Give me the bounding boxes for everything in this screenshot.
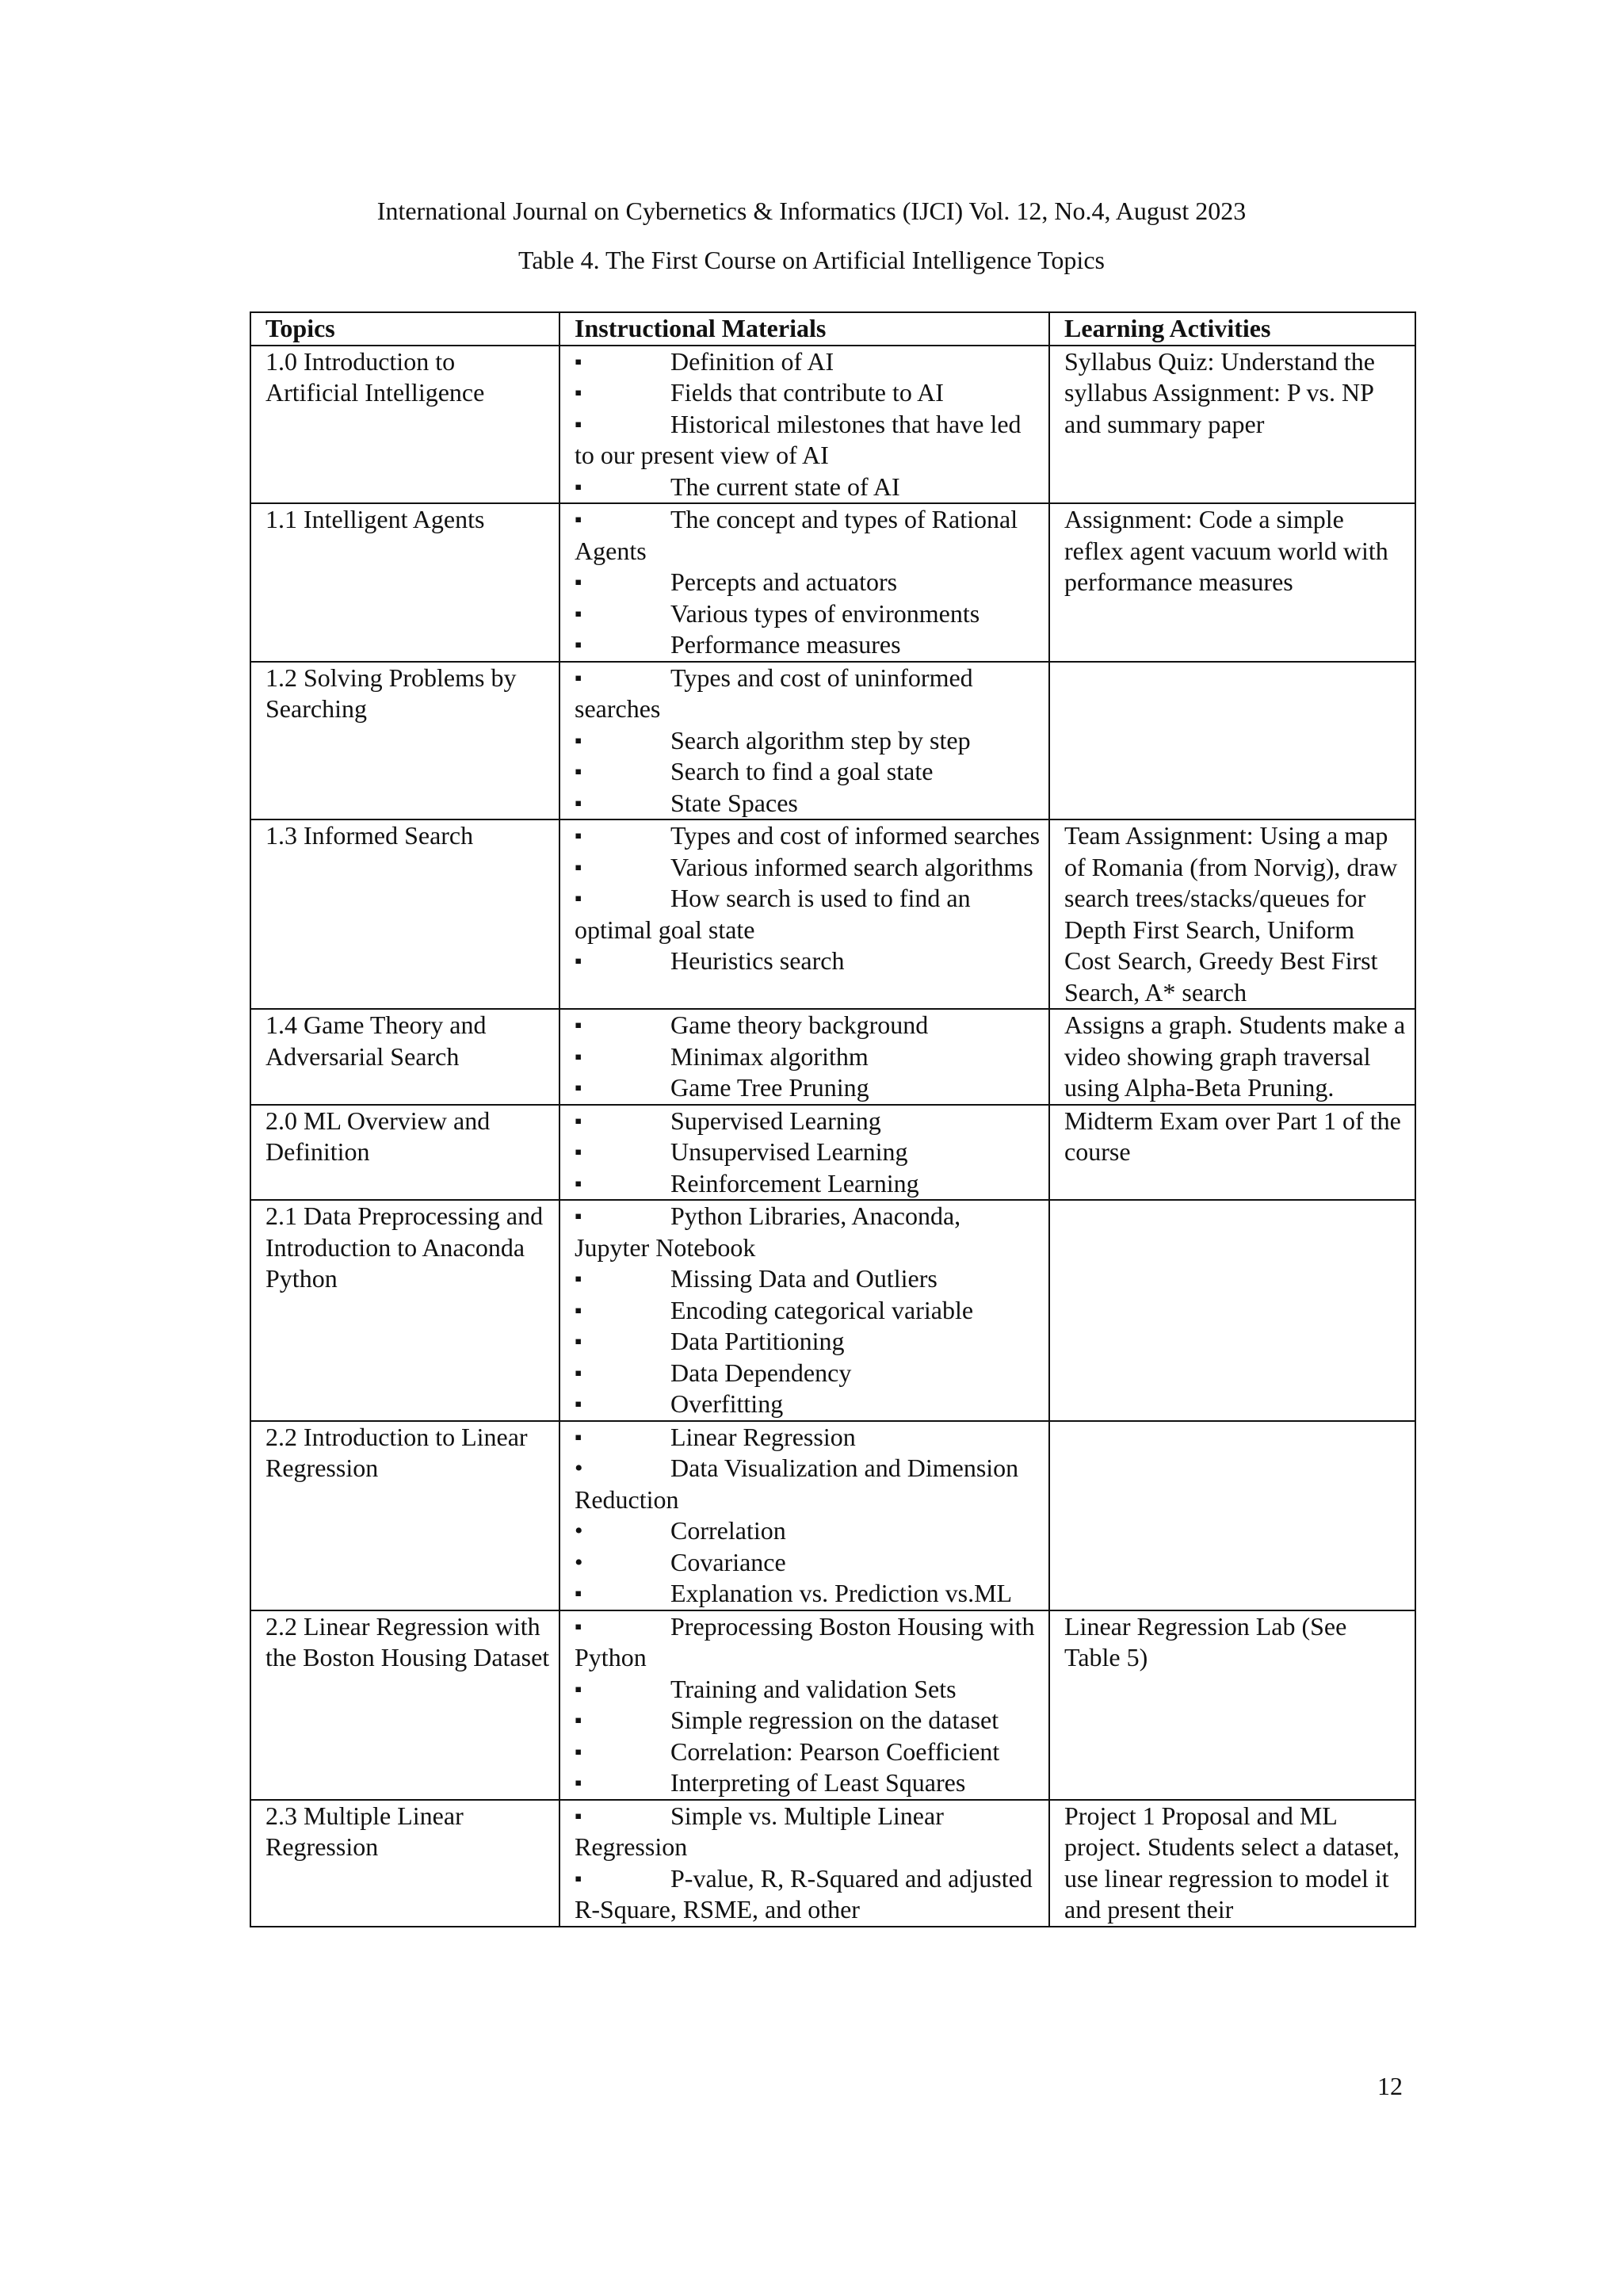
material-text: Supervised Learning <box>670 1106 881 1135</box>
square-bullet-icon: ▪ <box>575 475 582 499</box>
material-text: State Spaces <box>670 788 798 817</box>
square-bullet-icon: ▪ <box>575 791 582 815</box>
material-text: Data Dependency <box>670 1358 852 1387</box>
material-item <box>575 1358 1041 1389</box>
material-item <box>575 1611 1041 1674</box>
topic-cell: 2.1 Data Preprocessing and Introduction to Anaconda Python <box>250 1200 559 1421</box>
activity-cell <box>1049 662 1415 820</box>
square-bullet-icon: ▪ <box>575 1298 582 1322</box>
material-item <box>575 377 1041 409</box>
square-bullet-icon: ▪ <box>575 571 582 594</box>
material-item <box>575 1767 1041 1799</box>
material-text: The current state of AI <box>670 472 900 501</box>
material-item <box>575 629 1041 661</box>
material-item <box>575 472 1041 503</box>
round-bullet-icon: • <box>575 1549 583 1576</box>
square-bullet-icon: ▪ <box>575 1392 582 1415</box>
material-text: Types and cost of uninformed searches <box>575 663 973 723</box>
material-text: Unsupervised Learning <box>670 1137 908 1166</box>
square-bullet-icon: ▪ <box>575 1140 582 1163</box>
material-item <box>575 567 1041 598</box>
materials-cell <box>559 1421 1049 1610</box>
material-item <box>575 1137 1041 1168</box>
material-text: Game theory background <box>670 1010 929 1039</box>
square-bullet-icon: ▪ <box>575 1014 582 1037</box>
square-bullet-icon: ▪ <box>575 1804 582 1828</box>
material-text: Simple vs. Multiple Linear Regression <box>575 1801 944 1861</box>
activity-cell <box>1049 1421 1415 1610</box>
activity-cell: Linear Regression Lab (See Table 5) <box>1049 1610 1415 1800</box>
materials-cell <box>559 662 1049 820</box>
material-text: Preprocessing Boston Housing with Python <box>575 1611 1035 1671</box>
topic-cell: 2.3 Multiple Linear Regression <box>250 1800 559 1927</box>
table-row <box>250 662 1415 820</box>
material-item <box>575 598 1041 630</box>
table-row <box>250 1421 1415 1610</box>
table-row <box>250 503 1415 662</box>
square-bullet-icon: ▪ <box>575 1109 582 1133</box>
material-text: Correlation: Pearson Coefficient <box>670 1736 1000 1766</box>
material-text: Heuristics search <box>670 946 845 975</box>
material-text: Interpreting of Least Squares <box>670 1768 966 1797</box>
material-text: Various informed search algorithms <box>670 852 1033 881</box>
table-caption: Table 4. The First Course on Artificial Intelligence Topics <box>518 246 1105 274</box>
material-text: Historical milestones that have led to our present view of AI <box>575 409 1022 469</box>
square-bullet-icon: ▪ <box>575 1330 582 1353</box>
square-bullet-icon: ▪ <box>575 728 582 752</box>
material-item <box>575 1010 1041 1041</box>
material-text: Data Partitioning <box>670 1327 845 1355</box>
material-item <box>575 1389 1041 1420</box>
material-text: P-value, R, R-Squared and adjusted R-Square, RSME, and other <box>575 1863 1033 1924</box>
square-bullet-icon: ▪ <box>575 633 582 656</box>
material-item <box>575 409 1041 472</box>
material-text: Encoding categorical variable <box>670 1295 974 1324</box>
square-bullet-icon: ▪ <box>575 412 582 436</box>
material-item <box>575 820 1041 852</box>
material-text: Overfitting <box>670 1389 784 1418</box>
material-item <box>575 1326 1041 1358</box>
square-bullet-icon: ▪ <box>575 1425 582 1449</box>
material-text: How search is used to find an optimal goal state <box>575 884 971 944</box>
material-item <box>575 1674 1041 1706</box>
round-bullet-icon: • <box>575 1455 583 1481</box>
material-item <box>575 1072 1041 1104</box>
table-row <box>250 1200 1415 1421</box>
topic-cell: 1.2 Solving Problems by Searching <box>250 662 559 820</box>
material-text: Game Tree Pruning <box>670 1073 869 1102</box>
material-text: Missing Data and Outliers <box>670 1264 938 1293</box>
topic-cell: 1.0 Introduction to Artificial Intelligence <box>250 346 559 504</box>
square-bullet-icon: ▪ <box>575 1171 582 1195</box>
table-row <box>250 346 1415 504</box>
materials-cell <box>559 503 1049 662</box>
material-item <box>575 1295 1041 1327</box>
material-item <box>575 1863 1041 1926</box>
material-item <box>575 725 1041 757</box>
topic-cell: 1.4 Game Theory and Adversarial Search <box>250 1009 559 1105</box>
square-bullet-icon: ▪ <box>575 1076 582 1099</box>
square-bullet-icon: ▪ <box>575 1582 582 1605</box>
material-item <box>575 1578 1041 1610</box>
material-text: Training and validation Sets <box>670 1674 957 1703</box>
activity-cell: Midterm Exam over Part 1 of the course <box>1049 1105 1415 1201</box>
page-number: 12 <box>1377 2072 1403 2100</box>
topic-cell: 2.0 ML Overview and Definition <box>250 1105 559 1201</box>
materials-cell <box>559 1200 1049 1421</box>
material-text: Types and cost of informed searches <box>670 821 1041 850</box>
square-bullet-icon: ▪ <box>575 855 582 879</box>
activity-cell: Assigns a graph. Students make a video showing graph traversal using Alpha-Beta Pruning. <box>1049 1009 1415 1105</box>
square-bullet-icon: ▪ <box>575 381 582 404</box>
material-text: Search algorithm step by step <box>670 725 971 755</box>
square-bullet-icon: ▪ <box>575 1361 582 1385</box>
square-bullet-icon: ▪ <box>575 350 582 373</box>
square-bullet-icon: ▪ <box>575 666 582 690</box>
material-text: Python Libraries, Anaconda, Jupyter Notebook <box>575 1201 961 1262</box>
material-item <box>575 1168 1041 1200</box>
activity-cell: Assignment: Code a simple reflex agent vacuum world with performance measures <box>1049 503 1415 662</box>
material-text: Correlation <box>670 1516 786 1545</box>
square-bullet-icon: ▪ <box>575 1045 582 1068</box>
material-item <box>575 346 1041 378</box>
material-item <box>575 852 1041 884</box>
square-bullet-icon: ▪ <box>575 1866 582 1890</box>
material-text: Simple regression on the dataset <box>670 1706 999 1734</box>
materials-cell <box>559 1800 1049 1927</box>
material-item <box>575 756 1041 788</box>
material-text: Linear Regression <box>670 1422 856 1451</box>
material-item <box>575 1106 1041 1137</box>
square-bullet-icon: ▪ <box>575 887 582 910</box>
materials-cell <box>559 819 1049 1009</box>
material-text: Covariance <box>670 1547 786 1576</box>
table-row <box>250 1105 1415 1201</box>
topics-table <box>250 311 1416 1927</box>
material-text: The concept and types of Rational Agents <box>575 505 1018 565</box>
table-row <box>250 1009 1415 1105</box>
material-item <box>575 1263 1041 1295</box>
topic-cell: 2.2 Introduction to Linear Regression <box>250 1421 559 1610</box>
material-item <box>575 1422 1041 1454</box>
square-bullet-icon: ▪ <box>575 1771 582 1794</box>
material-item <box>575 663 1041 725</box>
material-item <box>575 504 1041 567</box>
material-text: Definition of AI <box>670 346 834 376</box>
square-bullet-icon: ▪ <box>575 1740 582 1763</box>
material-item <box>575 1453 1041 1515</box>
material-text: Various types of environments <box>670 598 980 628</box>
material-text: Search to find a goal state <box>670 757 934 785</box>
material-text: Minimax algorithm <box>670 1041 869 1071</box>
topic-cell: 1.1 Intelligent Agents <box>250 503 559 662</box>
table-row <box>250 819 1415 1009</box>
square-bullet-icon: ▪ <box>575 1205 582 1228</box>
column-header-learning-activities: Learning Activities <box>1049 312 1415 346</box>
column-header-instructional-materials: Instructional Materials <box>559 312 1049 346</box>
square-bullet-icon: ▪ <box>575 760 582 783</box>
column-header-topics: Topics <box>250 312 559 346</box>
materials-cell <box>559 1009 1049 1105</box>
square-bullet-icon: ▪ <box>575 602 582 625</box>
activity-cell: Team Assignment: Using a map of Romania (from Norvig), draw search trees/stacks/queues for Depth First Search, Uniform Cost Search, Greedy Best First Search, A* search <box>1049 819 1415 1009</box>
material-item <box>575 1201 1041 1263</box>
journal-header: International Journal on Cybernetics & Informatics (IJCI) Vol. 12, No.4, August 2023 <box>376 197 1247 225</box>
materials-cell <box>559 1610 1049 1800</box>
round-bullet-icon: • <box>575 1518 583 1544</box>
activity-cell <box>1049 1200 1415 1421</box>
material-text: Fields that contribute to AI <box>670 378 944 407</box>
topic-cell: 2.2 Linear Regression with the Boston Housing Dataset <box>250 1610 559 1800</box>
material-item <box>575 1547 1041 1579</box>
square-bullet-icon: ▪ <box>575 949 582 972</box>
square-bullet-icon: ▪ <box>575 1709 582 1732</box>
material-text: Performance measures <box>670 630 901 659</box>
material-item <box>575 1041 1041 1073</box>
table-row <box>250 1800 1415 1927</box>
square-bullet-icon: ▪ <box>575 1614 582 1638</box>
material-item <box>575 946 1041 977</box>
square-bullet-icon: ▪ <box>575 1267 582 1290</box>
material-item <box>575 1736 1041 1768</box>
table-header-row <box>250 312 1415 346</box>
materials-cell <box>559 346 1049 504</box>
square-bullet-icon: ▪ <box>575 824 582 847</box>
activity-cell: Project 1 Proposal and ML project. Students select a dataset, use linear regression to model it and present their <box>1049 1800 1415 1927</box>
material-text: Explanation vs. Prediction vs.ML <box>670 1579 1013 1607</box>
material-text: Percepts and actuators <box>670 567 898 596</box>
square-bullet-icon: ▪ <box>575 508 582 531</box>
material-item <box>575 883 1041 946</box>
material-text: Data Visualization and Dimension Reduction <box>575 1454 1019 1514</box>
activity-cell: Syllabus Quiz: Understand the syllabus Assignment: P vs. NP and summary paper <box>1049 346 1415 504</box>
material-item <box>575 1705 1041 1736</box>
material-item <box>575 788 1041 819</box>
material-item <box>575 1515 1041 1547</box>
topic-cell: 1.3 Informed Search <box>250 819 559 1009</box>
square-bullet-icon: ▪ <box>575 1677 582 1701</box>
material-text: Reinforcement Learning <box>670 1168 919 1198</box>
materials-cell <box>559 1105 1049 1201</box>
table-row <box>250 1610 1415 1800</box>
material-item <box>575 1801 1041 1863</box>
